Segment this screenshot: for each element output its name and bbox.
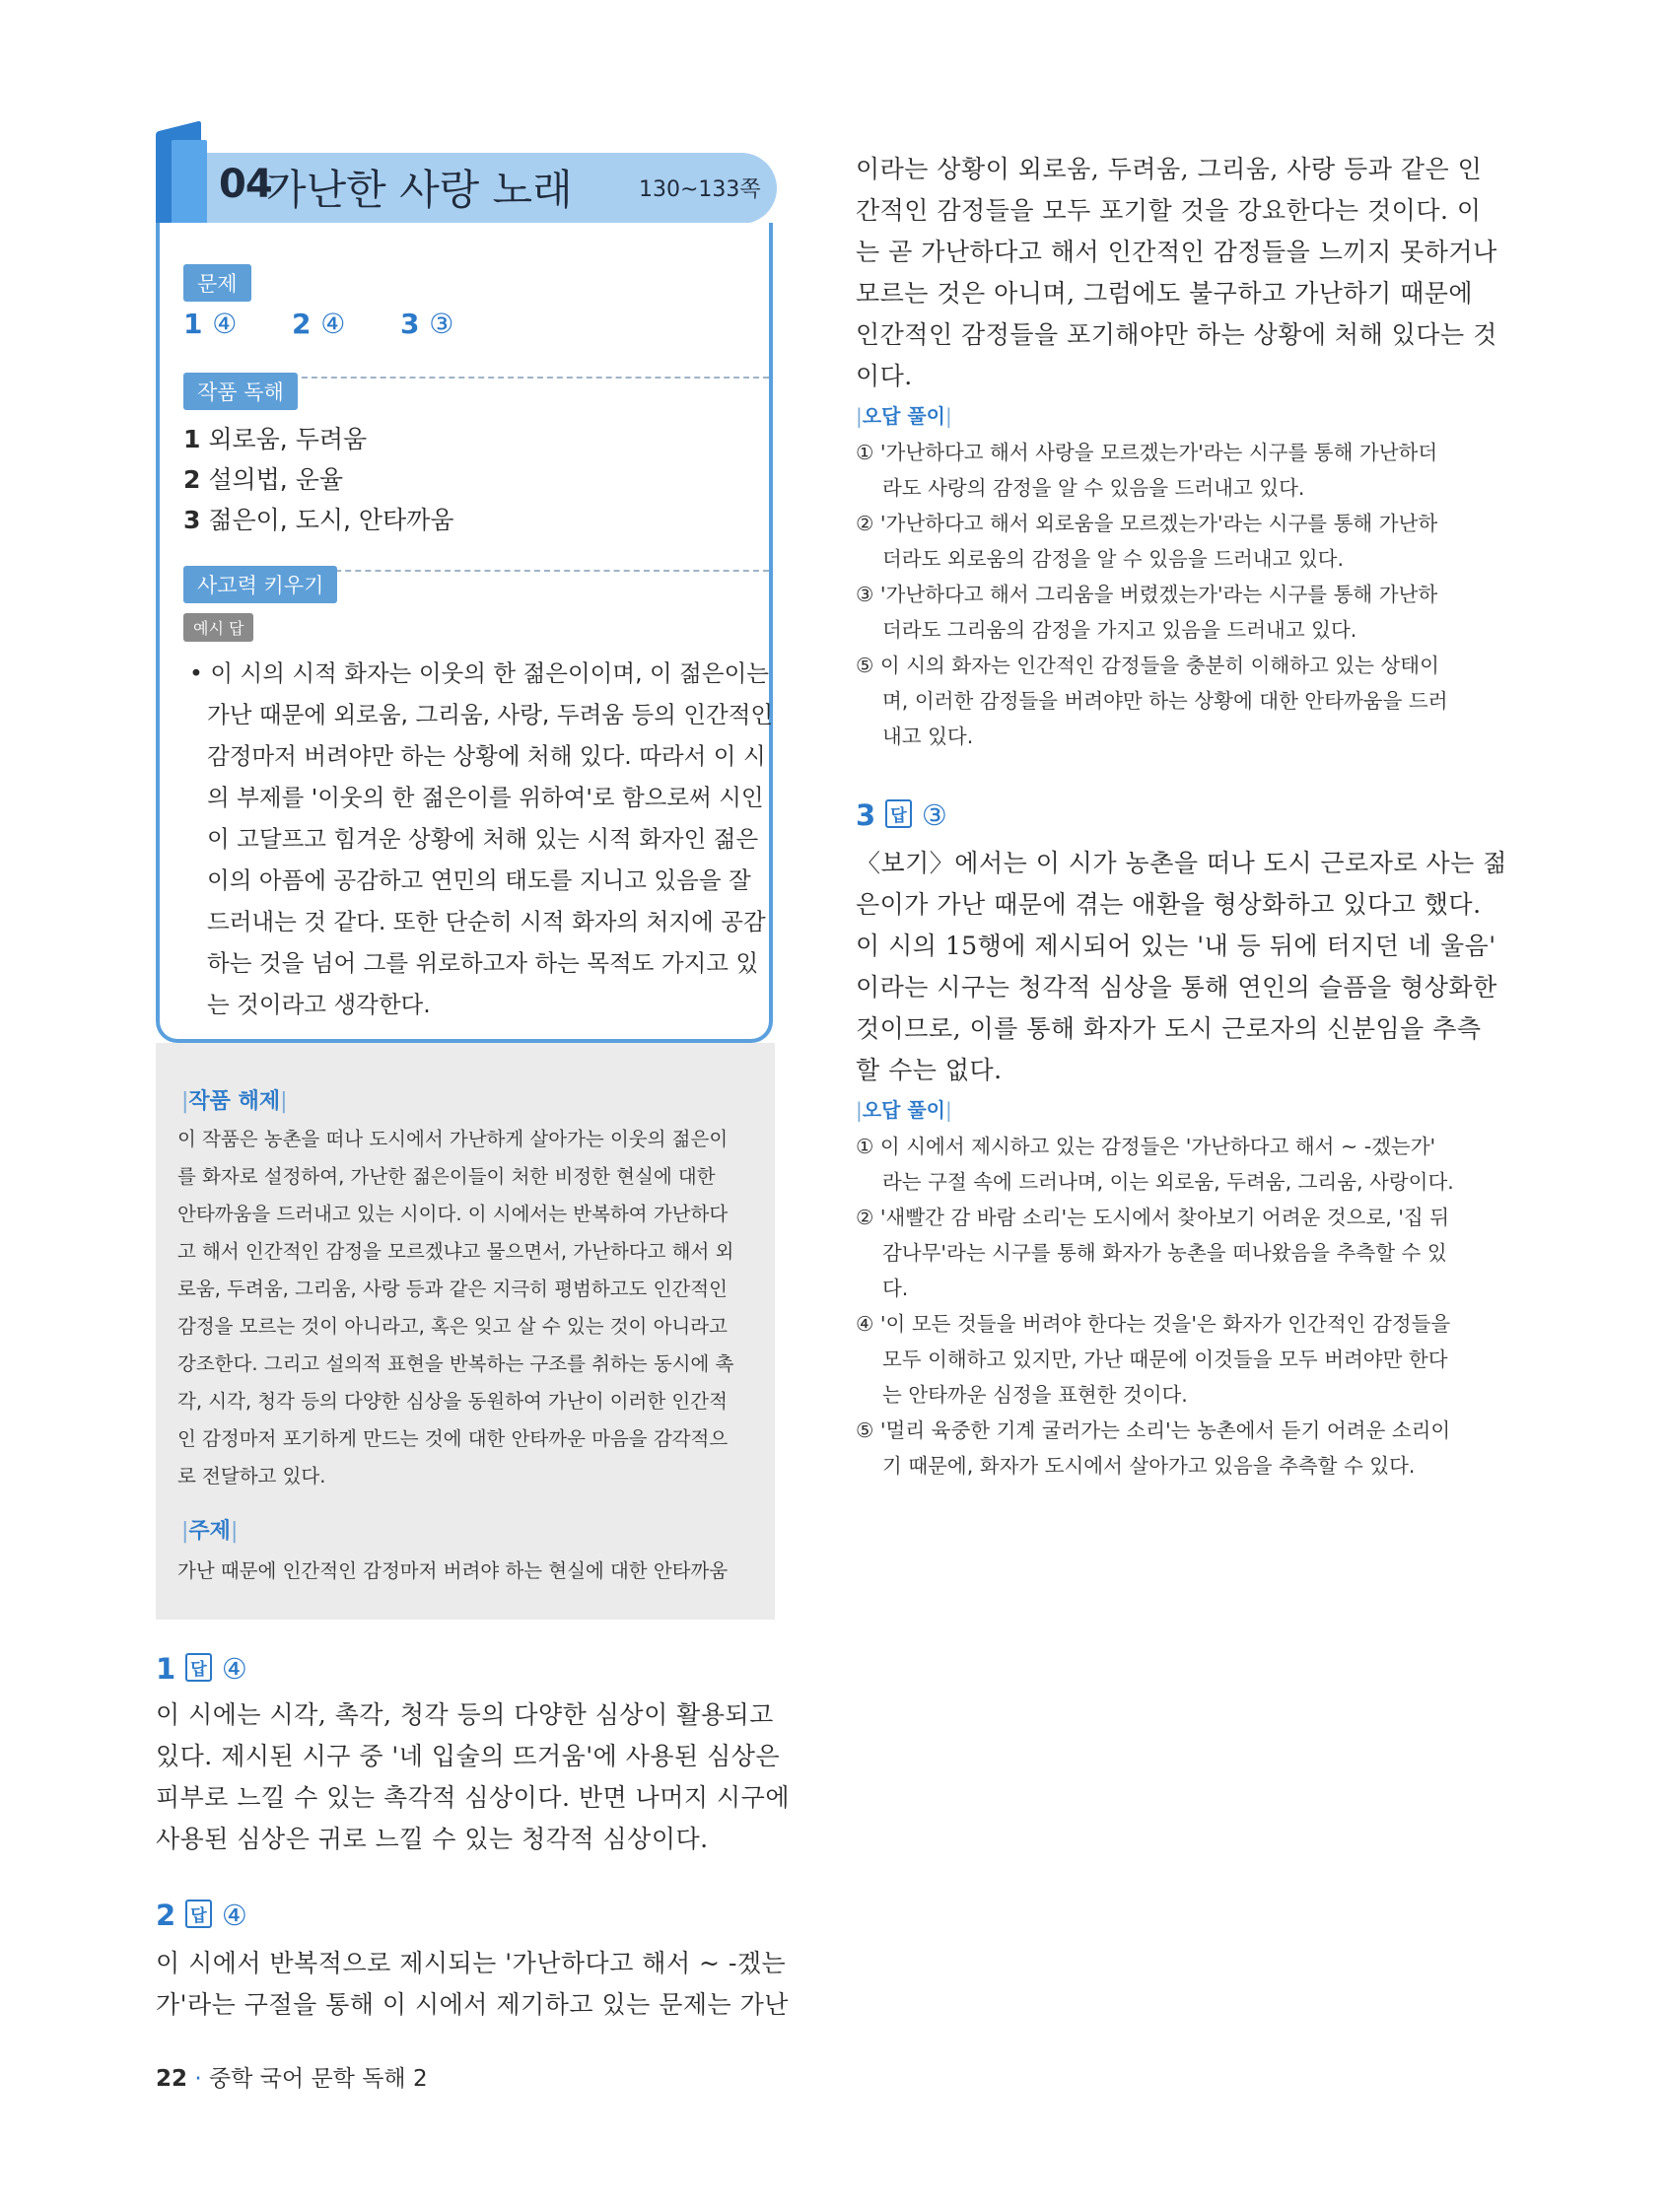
commentary-title-text: 작품 해제	[188, 1089, 281, 1114]
q2-line: 이 시에서 반복적으로 제시되는 '가난하다고 해서 ~ -겠는	[156, 1949, 787, 1977]
q1-line: 이 시에는 시각, 촉각, 청각 등의 다양한 심상이 활용되고	[156, 1700, 774, 1729]
q2-answer: ④	[221, 1899, 247, 1932]
q3-wrong-line: ② '새빨간 감 바람 소리'는 도시에서 찾아보기 어려운 것으로, '집 뒤	[856, 1206, 1450, 1229]
reading-item-3	[183, 501, 454, 536]
q2-line: 이라는 상황이 외로움, 두려움, 그리움, 사랑 등과 같은 인	[856, 155, 1483, 183]
reading-item-number: 1	[183, 425, 201, 453]
example-line: 이의 아픔에 공감하고 연민의 태도를 지니고 있음을 잘	[207, 866, 751, 894]
answer-number: 3	[400, 308, 420, 340]
reading-item-2	[183, 460, 343, 496]
q2-wrong-line: ① '가난하다고 해서 사랑을 모르겠는가'라는 시구를 통해 가난하더	[856, 441, 1438, 464]
divider	[325, 570, 769, 572]
example-line: 의 부제를 '이웃의 한 젊은이를 위하여'로 함으로써 시인	[207, 784, 764, 811]
example-answer-tag: 예시 답	[183, 613, 253, 642]
commentary-title: |작품 해제|	[181, 1089, 288, 1114]
wrong-tag-text: 오답 풀이	[862, 404, 945, 428]
page-range: 130~133쪽	[639, 177, 761, 202]
q3-number: 3	[856, 798, 876, 832]
reading-item-text: 젊은이, 도시, 안타까움	[208, 506, 454, 534]
problem-label: 문제	[183, 264, 251, 302]
theme-title: |주제|	[181, 1519, 239, 1544]
example-line: 이 고달프고 힘겨운 상황에 처해 있는 시적 화자인 젊은	[207, 825, 759, 853]
reading-label: 작품 독해	[183, 373, 298, 410]
q2-wrong-line: ⑤ 이 시의 화자는 인간적인 감정들을 충분히 이해하고 있는 상태이	[856, 654, 1439, 677]
q2-wrong-line: 더라도 외로움의 감정을 알 수 있음을 드러내고 있다.	[882, 547, 1344, 571]
q3-line: 이라는 시구는 청각적 심상을 통해 연인의 슬픔을 형상화한	[856, 973, 1497, 1002]
reading-item-1	[183, 420, 367, 455]
example-line: 는 것이라고 생각한다.	[207, 991, 431, 1018]
commentary-line: 각, 시각, 청각 등의 다양한 심상을 동원하여 가난이 이러한 인간적	[177, 1390, 728, 1413]
q2-wrong-line: 내고 있다.	[882, 725, 974, 748]
commentary-line: 감정을 모르는 것이 아니라고, 혹은 잊고 살 수 있는 것이 아니라고	[177, 1315, 728, 1338]
q3-wrong-line: ① 이 시에서 제시하고 있는 감정들은 '가난하다고 해서 ~ -겠는가'	[856, 1135, 1436, 1158]
q3-wrong-line: 다.	[882, 1277, 909, 1300]
answer-number: 1	[183, 308, 203, 340]
q2-wrong-line: ② '가난하다고 해서 외로움을 모르겠는가'라는 시구를 통해 가난하	[856, 512, 1438, 535]
q3-line: 할 수는 없다.	[856, 1056, 1003, 1084]
q1-line: 있다. 제시된 시구 중 '네 입술의 뜨거움'에 사용된 심상은	[156, 1742, 781, 1770]
q2-line: 이다.	[856, 362, 913, 390]
q2-wrong-tag: |오답 풀이|	[856, 404, 952, 428]
q3-line: 이 시의 15행에 제시되어 있는 '내 등 뒤에 터지던 네 울음'	[856, 932, 1496, 960]
q2-line: 간적인 감정들을 모두 포기할 것을 강요한다는 것이다. 이	[856, 196, 1482, 225]
q2-wrong-line: 며, 이러한 감정들을 버려야만 하는 상황에 대한 안타까움을 드러	[882, 689, 1448, 713]
q2-heading	[156, 1899, 247, 1932]
answer-tag: 답	[185, 1653, 211, 1682]
example-line: 하는 것을 넘어 그를 위로하고자 하는 목적도 가지고 있	[207, 949, 759, 977]
commentary-line: 로움, 두려움, 그리움, 사랑 등과 같은 지극히 평범하고도 인간적인	[177, 1278, 728, 1300]
wrong-tag-text: 오답 풀이	[862, 1098, 945, 1122]
q3-wrong-line: 모두 이해하고 있지만, 가난 때문에 이것들을 모두 버려야만 한다	[882, 1348, 1448, 1371]
book-cover-icon	[172, 140, 207, 229]
q3-answer: ③	[921, 798, 947, 832]
answer-tag: 답	[185, 1900, 211, 1928]
commentary-line: 로 전달하고 있다.	[177, 1465, 326, 1487]
q2-number: 2	[156, 1899, 176, 1932]
q1-line: 피부로 느낄 수 있는 촉각적 심상이다. 반면 나머지 시구에	[156, 1783, 790, 1812]
q2-wrong-line: 더라도 그리움의 감정을 가지고 있음을 드러내고 있다.	[882, 618, 1357, 642]
answer-choice: ④	[212, 308, 238, 340]
commentary-line: 안타까움을 드러내고 있는 시이다. 이 시에서는 반복하여 가난하다	[177, 1203, 729, 1225]
theme-text: 가난 때문에 인간적인 감정마저 버려야 하는 현실에 대한 안타까움	[177, 1559, 729, 1582]
answer-tag: 답	[885, 799, 911, 828]
divider	[292, 377, 769, 379]
commentary-line: 강조한다. 그리고 설의적 표현을 반복하는 구조를 취하는 동시에 촉	[177, 1352, 734, 1375]
commentary-line: 를 화자로 설정하여, 가난한 젊은이들이 처한 비정한 현실에 대한	[177, 1165, 716, 1188]
problem-answer-3	[400, 308, 453, 340]
q3-heading	[856, 798, 947, 832]
commentary-line: 이 작품은 농촌을 떠나 도시에서 가난하게 살아가는 이웃의 젊은이	[177, 1128, 729, 1150]
q3-wrong-line: 는 안타까운 심정을 표현한 것이다.	[882, 1383, 1188, 1407]
reading-item-text: 설의법, 운율	[208, 465, 344, 494]
answer-choice: ③	[429, 308, 454, 340]
q2-wrong-line: 라도 사랑의 감정을 알 수 있음을 드러내고 있다.	[882, 476, 1305, 500]
answer-number: 2	[292, 308, 312, 340]
q1-number: 1	[156, 1652, 176, 1686]
thinking-label: 사고력 키우기	[183, 566, 337, 603]
q2-line: 모르는 것은 아니며, 그럼에도 불구하고 가난하기 때문에	[856, 279, 1474, 308]
reading-item-number: 3	[183, 506, 201, 534]
q3-wrong-line: ④ '이 모든 것들을 버려야 한다는 것을'은 화자가 인간적인 감정들을	[856, 1312, 1451, 1336]
q3-wrong-line: ⑤ '멀리 육중한 기계 굴러가는 소리'는 농촌에서 듣기 어려운 소리이	[856, 1418, 1451, 1442]
q1-heading	[156, 1652, 247, 1686]
q3-wrong-line: 감나무'라는 시구를 통해 화자가 농촌을 떠나왔음을 추측할 수 있	[882, 1241, 1447, 1265]
q3-wrong-line: 라는 구절 속에 드러나며, 이는 외로움, 두려움, 그리움, 사랑이다.	[882, 1170, 1454, 1194]
q1-answer: ④	[221, 1652, 247, 1686]
q3-wrong-tag: |오답 풀이|	[856, 1098, 952, 1122]
example-line: 드러내는 것 같다. 또한 단순히 시적 화자의 처지에 공감	[207, 908, 766, 935]
reading-item-text: 외로움, 두려움	[208, 425, 368, 453]
q2-line: 인간적인 감정들을 포기해야만 하는 상황에 처해 있다는 것	[856, 320, 1497, 349]
answer-choice: ④	[320, 308, 346, 340]
q2-line: 는 곧 가난하다고 해서 인간적인 감정들을 느끼지 못하거나	[856, 238, 1497, 266]
page-number: 22	[156, 2066, 188, 2092]
q1-line: 사용된 심상은 귀로 느낄 수 있는 청각적 심상이다.	[156, 1825, 709, 1853]
problem-answer-2	[292, 308, 345, 340]
theme-title-text: 주제	[188, 1519, 231, 1544]
problem-answer-1	[183, 308, 237, 340]
q2-wrong-line: ③ '가난하다고 해서 그리움을 버렸겠는가'라는 시구를 통해 가난하	[856, 583, 1438, 606]
commentary-line: 고 해서 인간적인 감정을 모르겠냐고 물으면서, 가난하다고 해서 외	[177, 1240, 734, 1263]
example-line: 가난 때문에 외로움, 그리움, 사랑, 두려움 등의 인간적인	[207, 701, 774, 728]
example-line: 감정마저 버려야만 하는 상황에 처해 있다. 따라서 이 시	[207, 742, 766, 770]
commentary-line: 인 감정마저 포기하게 만드는 것에 대한 안타까운 마음을 감각적으	[177, 1427, 729, 1450]
section-title: 가난한 사랑 노래	[266, 166, 573, 214]
footer-separator: ·	[194, 2066, 202, 2092]
reading-item-number: 2	[183, 465, 201, 494]
q3-line: 것이므로, 이를 통해 화자가 도시 근로자의 신분임을 추측	[856, 1014, 1482, 1043]
q2-line: 가'라는 구절을 통해 이 시에서 제기하고 있는 문제는 가난	[156, 1990, 789, 2019]
q3-line: 은이가 가난 때문에 겪는 애환을 형상화하고 있다고 했다.	[856, 890, 1482, 919]
page-footer	[156, 2060, 428, 2093]
book-title: 중학 국어 문학 독해 2	[208, 2066, 428, 2092]
example-line: • 이 시의 시적 화자는 이웃의 한 젊은이이며, 이 젊은이는	[189, 659, 769, 687]
section-number: 04	[219, 162, 272, 207]
q3-wrong-line: 기 때문에, 화자가 도시에서 살아가고 있음을 추측할 수 있다.	[882, 1454, 1416, 1478]
q3-line: 〈보기〉에서는 이 시가 농촌을 떠나 도시 근로자로 사는 젊	[856, 849, 1507, 877]
